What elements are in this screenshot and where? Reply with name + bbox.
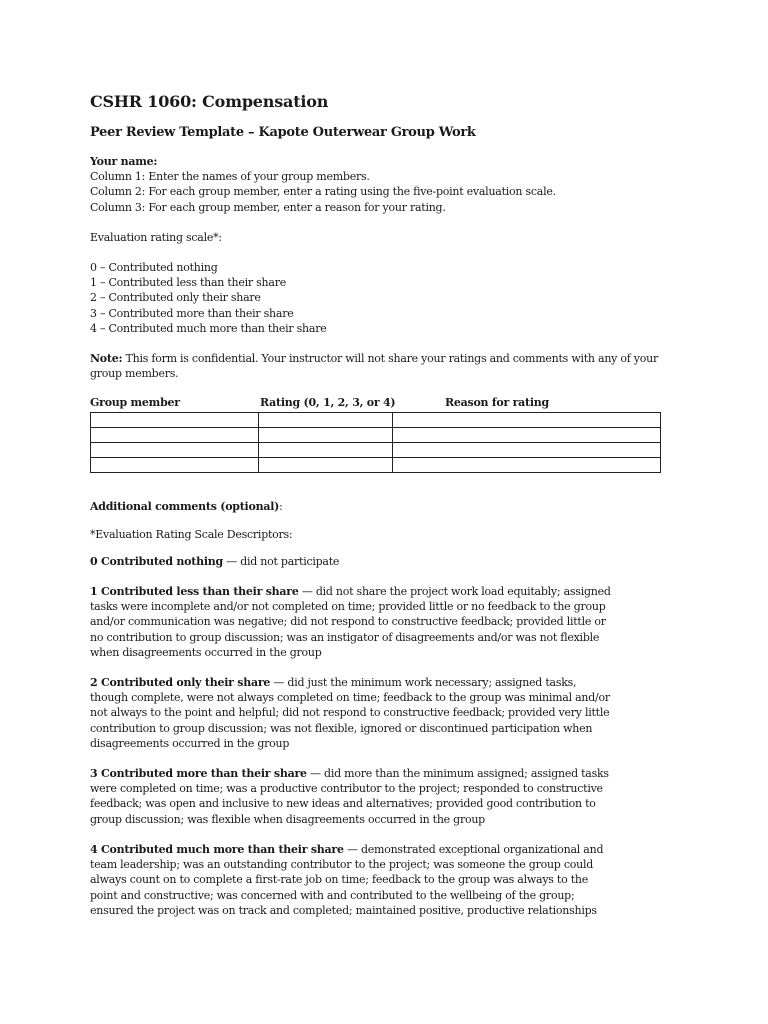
descriptor-4: 4 Contributed much more than their share — demonstrated exceptional organizational and team leadership; was an outstanding contributor to the project; was someone the group could always count on to complete a first-rate job on time; feedback to the group was always to the point and constructive; was concerned with and contributed to the wellbeing of the group; ensured the project was on track and completed; maintained positive, productive relationships [90,842,604,917]
note-text: group members. [90,367,179,381]
reason-cell[interactable] [393,428,661,443]
additional-comments-label: Additional comments (optional) [90,500,280,514]
your-name-label: Your name: [90,155,158,168]
instruction-line: Column 2: For each group member, enter a rating using the five-point evaluation scale. [90,185,556,199]
page-title: CSHR 1060: Compensation [90,92,329,111]
column-header-reason: Reason for rating [445,396,549,410]
reason-cell[interactable] [393,413,661,428]
scale-item: 3 – Contributed more than their share [90,306,294,320]
rating-cell[interactable] [259,413,393,428]
table-row [91,458,661,473]
rating-cell[interactable] [259,443,393,458]
descriptors-heading: *Evaluation Rating Scale Descriptors: [90,527,293,541]
instruction-line: Column 3: For each group member, enter a reason for your rating. [90,200,446,214]
group-member-cell[interactable] [91,443,259,458]
descriptor-term: 2 Contributed only their share [90,676,271,690]
table-header [90,396,670,411]
descriptor-term: 4 Contributed much more than their share [90,842,344,856]
scale-item: 4 – Contributed much more than their share [90,321,327,335]
rating-cell[interactable] [259,428,393,443]
group-member-cell[interactable] [91,428,259,443]
descriptor-list [90,554,670,918]
rating-cell[interactable] [259,458,393,473]
descriptor-term: 1 Contributed less than their share [90,585,299,599]
group-member-cell[interactable] [91,458,259,473]
table-row [91,413,661,428]
group-member-cell[interactable] [91,413,259,428]
column-header-rating: Rating (0, 1, 2, 3, or 4) [260,396,396,410]
descriptor-2: 2 Contributed only their share — did just the minimum work necessary; assigned tasks, though complete, were not always completed on time; feedback to the group was minimal and/or not always to the point and helpful; did not respond to constructive feedback; provided very little contribution to group discussion; was not flexible, ignored or discontinued participation when disagreements occurred in the group [90,676,610,750]
page-subtitle: Peer Review Template – Kapote Outerwear Group Work [90,125,476,140]
column-header-group-member: Group member [90,396,180,410]
table-row [91,428,661,443]
note-label: Note: [90,352,123,366]
scale-item: 0 – Contributed nothing [90,261,218,275]
instruction-line: Column 1: Enter the names of your group members. [90,170,370,184]
note-text: This form is confidential. Your instructor will not share your ratings and comments with any of your [122,352,658,366]
descriptor-3: 3 Contributed more than their share — did more than the minimum assigned; assigned tasks were completed on time; was a productive contributor to the project; responded to constructive feedback; was open and inclusive to new ideas and alternatives; provided good contribution to group discussion; was flexible when disagreements occurred in the group [90,767,609,826]
descriptor-term: 3 Contributed more than their share [90,767,307,781]
document-page [90,92,670,918]
additional-comments: Additional comments (optional): [90,500,283,514]
table-row [91,443,661,458]
scale-item: 2 – Contributed only their share [90,291,261,305]
reason-cell[interactable] [393,443,661,458]
scale-heading: Evaluation rating scale*: [90,230,222,244]
reason-cell[interactable] [393,458,661,473]
descriptor-term: 0 Contributed nothing [90,554,223,568]
peer-review-table [90,412,661,473]
scale-block [90,230,670,336]
descriptor-0: 0 Contributed nothing — did not participate [90,554,340,568]
descriptor-1: 1 Contributed less than their share — did not share the project work load equitably; assigned tasks were incomplete and/or not completed on time; provided little or no feedback to the group and/or communication was negative; did not respond to constructive feedback; provided little or no contribution to group discussion; was an instigator of disagreements and/or was not flexible when disagreements occurred in the group [90,585,611,659]
instructions-block [90,154,670,215]
scale-item: 1 – Contributed less than their share [90,276,286,290]
confidential-note [90,351,670,381]
